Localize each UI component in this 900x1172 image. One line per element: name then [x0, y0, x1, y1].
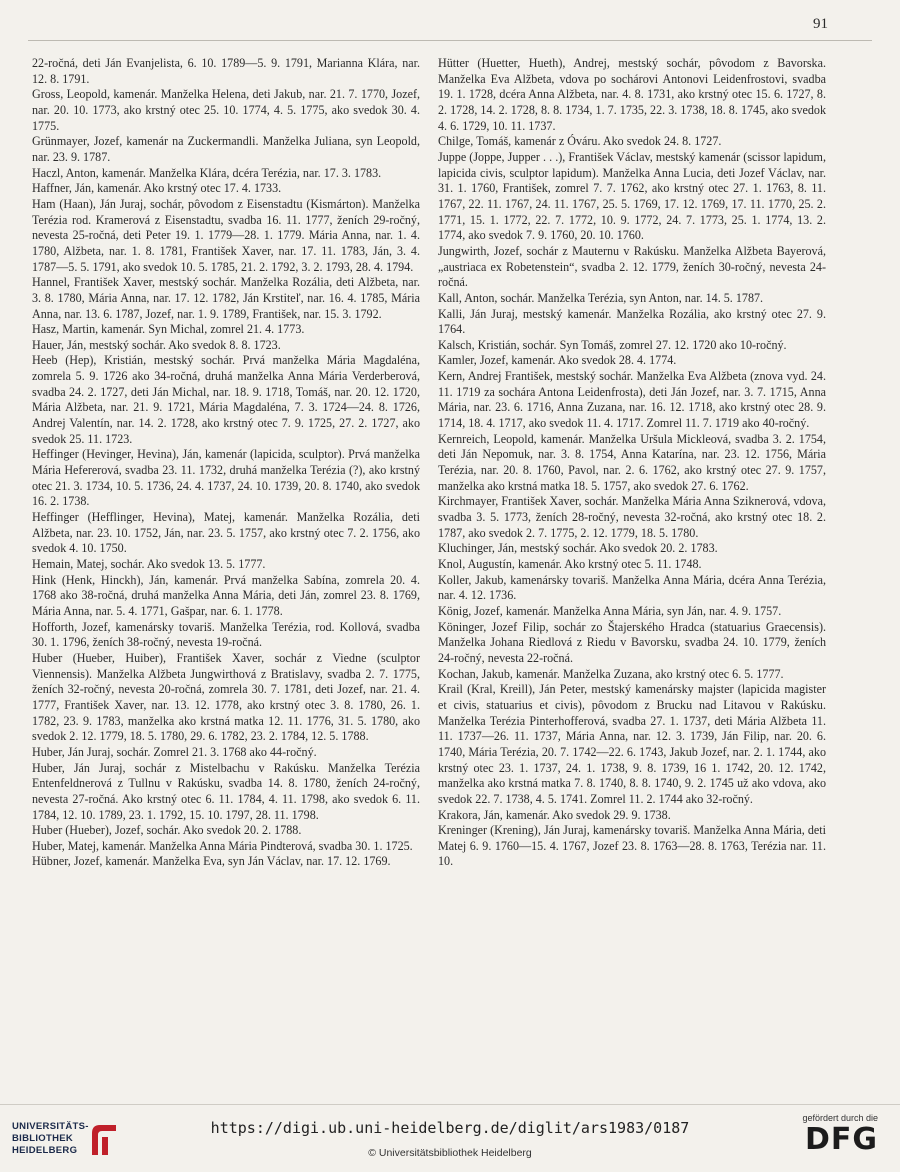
- register-entry: Jungwirth, Jozef, sochár z Mauternu v Rakúsku. Manželka Alžbeta Bayerová, „austriaca ex Robetenstein“, svadba 2. 12. 1779, ženích 30-ročný, nevesta 24-ročná.: [438, 243, 826, 290]
- funder-note: gefördert durch die: [802, 1113, 878, 1123]
- register-entry: Kall, Anton, sochár. Manželka Terézia, syn Anton, nar. 14. 5. 1787.: [438, 290, 764, 305]
- register-entry: Hannel, František Xaver, mestský sochár. Manželka Rozália, deti Alžbeta, nar. 3. 8. 1780, Mária Anna, nar. 17. 12. 1782, Ján Krstiteľ, nar. 16. 4. 1785, Mária Anna, nar. 13. 6. 1787, Jozef, nar. 1. 9. 1789, František, nar. 15. 3. 1792.: [32, 275, 420, 321]
- register-entry: Hofforth, Jozef, kamenársky tovariš. Manželka Terézia, rod. Kollová, svadba 30. 1. 1796, ženích 38-ročný, nevesta 19-ročná.: [32, 619, 420, 650]
- register-entry: Krakora, Ján, kamenár. Ako svedok 29. 9. 1738.: [438, 807, 671, 822]
- register-entry: Köninger, Jozef Filip, sochár zo Štajerského Hradca (statuarius Graecensis). Manželka Johana Riedlová z Riedu v Bavorsku, svadba 24. 10. 1779, ženích 24-ročný, nevesta 22-ročná.: [438, 619, 826, 665]
- right-column: [438, 56, 826, 870]
- register-entry: Huber, Ján Juraj, sochár. Zomrel 21. 3. 1768 ako 44-ročný.: [32, 744, 317, 759]
- register-entry: Haczl, Anton, kamenár. Manželka Klára, dcéra Terézia, nar. 17. 3. 1783.: [32, 165, 382, 180]
- register-entry: Heffinger (Hefflinger, Hevina), Matej, kamenár. Manželka Rozália, deti Alžbeta, nar. 23. 10. 1752, Ján, nar. 23. 5. 1757, ako krstný otec 7. 2. 1756, ako svedok 4. 10. 1750.: [32, 510, 420, 556]
- left-column: [32, 56, 420, 870]
- register-entry: Heeb (Hep), Kristián, mestský sochár. Prvá manželka Mária Magdaléna, zomrela 5. 9. 1726 ako 34-ročná, druhá manželka Anna Mária Verderberová, svadba 24. 2. 1727, deti Ján Michal, nar. 18. 9. 1718, Tomáš, nar. 20. 12. 1720, Mária Alžbeta, nar. 21. 9. 1721, Mária Magdaléna, 7. 3. 1724—24. 8. 1726, Andrej Valentín, nar. 14. 2. 1728, ako krstný otec 7. 9. 1725, 27. 2. 1727, ako svedok 25. 11. 1723.: [32, 353, 420, 446]
- register-entry: Kreninger (Krening), Ján Juraj, kamenársky tovariš. Manželka Anna Mária, deti Matej 6. 9. 1760—15. 4. 1767, Jozef 23. 8. 1763—28. 8. 1763, Terézia nar. 11. 10.: [438, 823, 826, 869]
- dfg-logo: DFG: [804, 1122, 878, 1157]
- register-entry: Huber (Hueber, Huiber), František Xaver, sochár z Viedne (sculptor Viennensis). Manželka Alžbeta Jungwirthová z Bratislavy, svadba 2. 7. 1775, ženích 32-ročný, nevesta 20-ročná, zomrela 30. 7. 1781, deti Jozef, nar. 21. 4. 1777, František Xaver, nar. 13. 12. 1778, ako krstný otec 3. 8. 1780, 26. 1. 1782, 23. 9. 1783, manželka ako krstná matka 12. 11. 1776, 31. 5. 1780, ako svedok 2. 12. 1779, 18. 5. 1780, 29. 6. 1782, 23. 2. 1784, 12. 5. 1788.: [32, 650, 420, 744]
- register-entry: Juppe (Joppe, Jupper . . .), František Václav, mestský kamenár (scissor lapidum, lapicida civis, sculptor lapidum). Manželka Anna Lucia, deti Jozef Václav, nar. 31. 1. 1760, František, zomrel 7. 7. 1762, ako krstný otec 27. 1. 1763, 8. 11. 1767, 22. 11. 1767, 24. 11. 1767, 25. 5. 1769, 17. 12. 1769, 17. 11. 1770, 25. 2. 1771, 15. 1. 1772, 22. 7. 1772, 10. 9. 1772, 24. 7. 1773, 25. 1. 1774, 13. 2. 1774, ako svedok 7. 9. 1760, 20. 10. 1760.: [438, 149, 826, 243]
- funder-block: [802, 1113, 878, 1157]
- register-entry: Ham (Haan), Ján Juraj, sochár, pôvodom z Eisenstadtu (Kismárton). Manželka Terézia rod. Kramerová z Eisenstadtu, svadba 16. 11. 1777, ženích 29-ročný, nevesta 25-ročná, deti Peter 19. 1. 1779—28. 1. 1779. Mária Anna, nar. 1. 4. 1780, Alžbeta, nar. 1. 8. 1781, František Xaver, nar. 17. 11. 1783, Ján, 3. 4. 1787—5. 5. 1791, ako svedok 10. 5. 1785, 21. 2. 1792, 3. 2. 1793, 28. 4. 1794.: [32, 196, 420, 274]
- register-entry: Haffner, Ján, kamenár. Ako krstný otec 17. 4. 1733.: [32, 181, 282, 196]
- register-entry: Huber, Matej, kamenár. Manželka Anna Mária Pindterová, svadba 30. 1. 1725.: [32, 838, 413, 853]
- register-entry: Hübner, Jozef, kamenár. Manželka Eva, syn Ján Václav, nar. 17. 12. 1769.: [32, 854, 391, 869]
- register-entry: Huber, Ján Juraj, sochár z Mistelbachu v Rakúsku. Manželka Terézia Entenfeldnerová z Tullnu v Rakúsku, svadba 14. 8. 1780, ženích 24-ročný, nevesta 27-ročná. Ako krstný otec 6. 11. 1784, 4. 11. 1798, ako svedok 6. 11. 1784, 12. 10. 1789, 23. 1. 1792, 15. 10. 1797, 28. 11. 1798.: [32, 760, 420, 822]
- register-entry: Huber (Hueber), Jozef, sochár. Ako svedok 20. 2. 1788.: [32, 823, 302, 838]
- copyright-notice: © Universitätsbibliothek Heidelberg: [368, 1147, 532, 1159]
- header-rule: [28, 40, 872, 41]
- register-entry: Heffinger (Hevinger, Hevina), Ján, kamenár (lapicida, sculptor). Prvá manželka Mária Hefererová, svadba 23. 11. 1732, druhá manželka Terézia (?), ako krstný otec 21. 3. 1734, 10. 5. 1736, 24. 4. 1737, 24. 10. 1739, 20. 8. 1740, ako svedok 16. 2. 1738.: [32, 447, 420, 509]
- register-entry: Grünmayer, Jozef, kamenár na Zuckermandli. Manželka Juliana, syn Leopold, nar. 23. 9. 1787.: [32, 134, 420, 164]
- viewer-footer: [0, 1104, 900, 1172]
- library-logo-text: UNIVERSITÄTS- BIBLIOTHEK HEIDELBERG: [12, 1121, 89, 1156]
- register-entry: Koller, Jakub, kamenársky tovariš. Manželka Anna Mária, dcéra Anna Terézia, nar. 4. 12. 1736.: [438, 572, 826, 603]
- document-url-link[interactable]: https://digi.ub.uni-heidelberg.de/diglit/ars1983/0187: [210, 1119, 690, 1137]
- register-entry: Hauer, Ján, mestský sochár. Ako svedok 8. 8. 1723.: [32, 337, 281, 352]
- register-entry: Kluchinger, Ján, mestský sochár. Ako svedok 20. 2. 1783.: [438, 541, 718, 556]
- register-entry: Kirchmayer, František Xaver, sochár. Manželka Mária Anna Sziknerová, vdova, svadba 3. 5. 1773, ženích 28-ročný, nevesta 32-ročná, ako krstný otec 18. 2. 1787, ako svedok 2. 7. 1775, 2. 12. 1779, 18. 5. 1780.: [438, 494, 826, 540]
- register-entry: Kamler, Jozef, kamenár. Ako svedok 28. 4. 1774.: [438, 353, 677, 368]
- register-entry: Kern, Andrej František, mestský sochár. Manželka Eva Alžbeta (znova vyd. 24. 11. 1719 za sochára Antona Leidenfrosta), deti Ján Jozef, nar. 3. 7. 1715, Anna Mária, nar. 23. 6. 1716, Anna Zuzana, nar. 16. 12. 1718, ako krstný otec 28. 9. 1714, 18. 4. 1717, ako svedok 11. 4. 1717. Zomrel 11. 7. 1719 ako 40-ročný.: [438, 369, 826, 431]
- register-entry: Hütter (Huetter, Hueth), Andrej, mestský sochár, pôvodom z Bavorska. Manželka Eva Alžbeta, vdova po sochárovi Antonovi Leidenfrostovi, svadba 19. 1. 1728, dcéra Anna Alžbeta, nar. 4. 8. 1731, ako krstný otec 15. 6. 1727, 8. 2. 1728, 14. 2. 1728, 8. 8. 1734, 1. 7. 1735, 22. 3. 1738, 18. 8. 1745, ako svedok 4. 6. 1729, 10. 11. 1737.: [438, 56, 826, 133]
- register-entry: Gross, Leopold, kamenár. Manželka Helena, deti Jakub, nar. 21. 7. 1770, Jozef, nar. 20. 10. 1773, ako krstný otec 25. 10. 1774, 4. 5. 1775, ako svedok 30. 4. 1775.: [32, 87, 420, 133]
- register-entry: König, Jozef, kamenár. Manželka Anna Mária, syn Ján, nar. 4. 9. 1757.: [438, 603, 782, 618]
- register-entry: Kalsch, Kristián, sochár. Syn Tomáš, zomrel 27. 12. 1720 ako 10-ročný.: [438, 337, 787, 352]
- register-entry: Chilge, Tomáš, kamenár z Óváru. Ako svedok 24. 8. 1727.: [438, 134, 722, 149]
- register-entry: Hemain, Matej, sochár. Ako svedok 13. 5. 1777.: [32, 557, 266, 571]
- register-entry: Kalli, Ján Juraj, mestský kamenár. Manželka Rozália, ako krstný otec 27. 9. 1764.: [438, 306, 826, 337]
- register-entry: Kernreich, Leopold, kamenár. Manželka Uršula Mickleová, svadba 3. 2. 1754, deti Ján Nepomuk, nar. 3. 8. 1754, Anna Katarína, nar. 23. 12. 1756, Mária Terézia, nar. 20. 8. 1760, Pavol, nar. 2. 6. 1762, ako krstný otec 27. 9. 1757, manželka ako krstná matka 18. 5. 1757, ako svedok 27. 6. 1762.: [438, 431, 826, 493]
- register-entry: Knol, Augustín, kamenár. Ako krstný otec 5. 11. 1748.: [438, 557, 702, 571]
- register-entry: Hink (Henk, Hinckh), Ján, kamenár. Prvá manželka Sabína, zomrela 20. 4. 1768 ako 38-ročná, druhá manželka Anna Mária, deti Ján, zomrel 23. 8. 1769, Mária Anna, nar. 5. 4. 1771, Gašpar, nar. 6. 1. 1778.: [32, 572, 420, 618]
- register-entry: Kochan, Jakub, kamenár. Manželka Zuzana, ako krstný otec 6. 5. 1777.: [438, 666, 784, 681]
- page-number: 91: [813, 16, 828, 32]
- register-entry: 22-ročná, deti Ján Evanjelista, 6. 10. 1789—5. 9. 1791, Marianna Klára, nar. 12. 8. 1791.: [32, 56, 420, 86]
- register-entry: Hasz, Martin, kamenár. Syn Michal, zomrel 21. 4. 1773.: [32, 322, 305, 337]
- register-entry: Krail (Kral, Kreill), Ján Peter, mestský kamenársky majster (lapicida magister et civis, statuarius et civis), pôvodom z Brucku nad Litavou v Rakúsku. Manželka Terézia Pinterhofferová, svadba 27. 1. 1737, deti Mária Alžbeta 11. 11. 1737—26. 11. 1737, Mária Anna, nar. 12. 3. 1739, Ján Filip, nar. 20. 6. 1740, Mária Terézia, 20. 7. 1742—22. 6. 1743, Jakub Jozef, nar. 2. 1. 1744, ako krstný otec 23. 1. 1737, 24. 1. 1738, 9. 8. 1739, 16 1. 1742, 20. 12. 1742, manželka ako krstná matka 7. 8. 1740, 8. 8. 1740, 9. 2. 1745 už ako vdova, ako svedok 22. 7. 1738, 4. 5. 1741. Zomrel 11. 2. 1744 ako 32-ročný.: [438, 682, 826, 806]
